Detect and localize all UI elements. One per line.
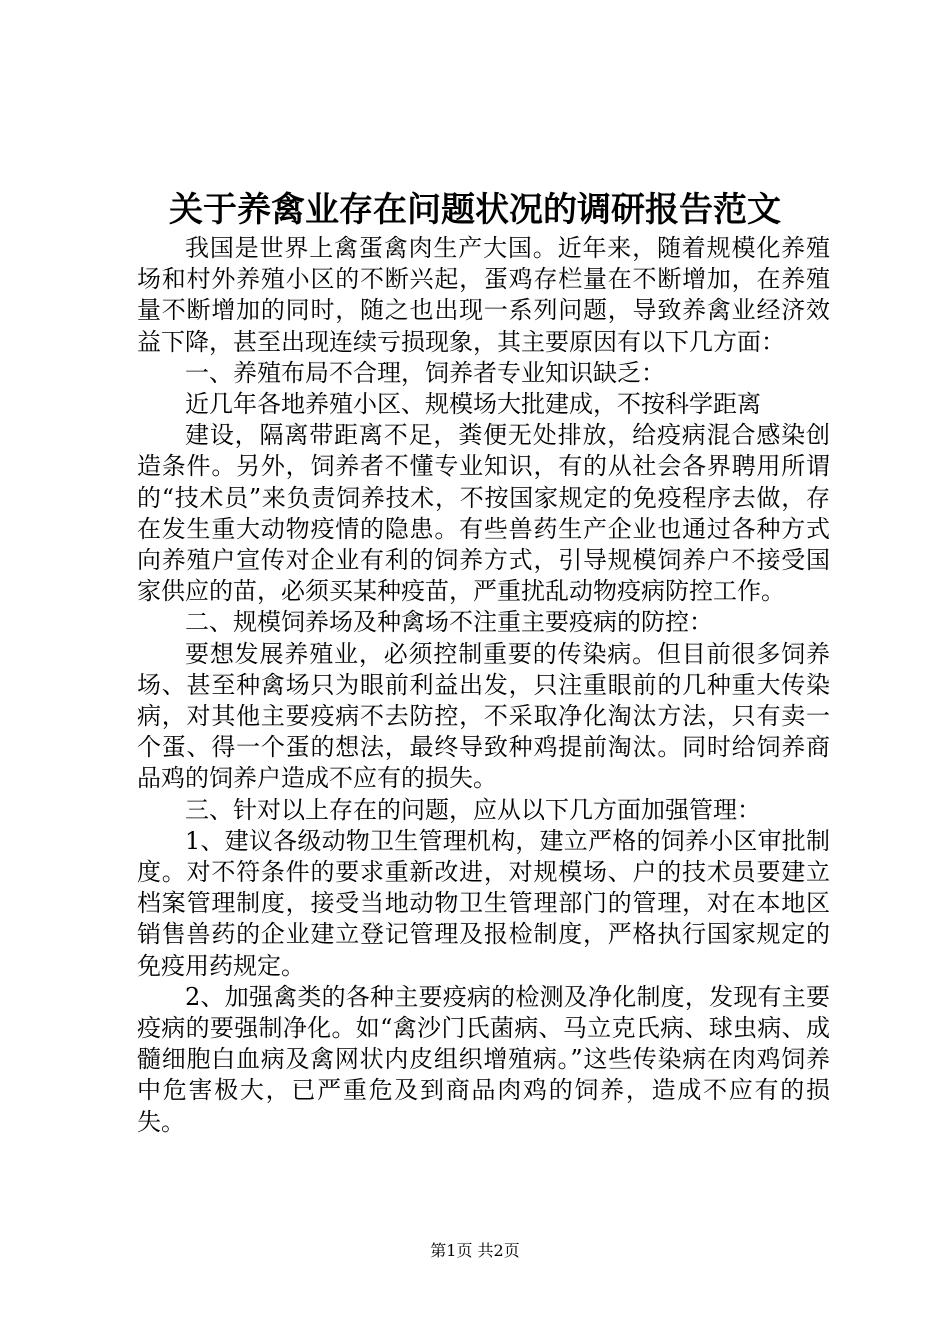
paragraph-intro: 我国是世界上禽蛋禽肉生产大国。近年来，随着规模化养殖场和村外养殖小区的不断兴起，蛋鸡存栏量在不断增加，在养殖量不断增加的同时，随之也出现一系列问题，导致养禽业经济效益下降，甚至出现连续亏损现象，其主要原因有以下几方面： [137, 234, 830, 356]
paragraph-section-1-a: 近几年各地养殖小区、规模场大批建成，不按科学距离 [185, 390, 761, 419]
document-title: 关于养禽业存在问题状况的调研报告范文 [169, 190, 781, 230]
paragraph-section-1-b: 建设，隔离带距离不足，粪便无处排放，给疫病混合感染创造条件。另外，饲养者不懂专业知识，有的从社会各界聘用所谓的“技术员”来负责饲养技术，不按国家规定的免疫程序去做，存在发生重大动物疫情的隐患。有些兽药生产企业也通过各种方式向养殖户宣传对企业有利的饲养方式，引导规模饲养户不接受国家供应的苗，必须买某种疫苗，严重扰乱动物疫病防控工作。 [137, 421, 830, 606]
paragraph-item-1: 1、建议各级动物卫生管理机构，建立严格的饲养小区审批制度。对不符条件的要求重新改进，对规模场、户的技术员要建立档案管理制度，接受当地动物卫生管理部门的管理，对在本地区销售兽药的企业建立登记管理及报检制度，严格执行国家规定的免疫用药规定。 [137, 826, 830, 980]
heading-section-3: 三、针对以上存在的问题，应从以下几方面加强管理： [185, 795, 761, 824]
paragraph-item-2: 2、加强禽类的各种主要疫病的检测及净化制度，发现有主要疫病的要强制净化。如“禽沙门氏菌病、马立克氏病、球虫病、成髓细胞白血病及禽网状内皮组织增殖病。”这些传染病在肉鸡饲养中危害极大，已严重危及到商品肉鸡的饲养，造成不应有的损失。 [137, 982, 830, 1136]
document-body [137, 233, 830, 1138]
paragraph-section-2: 要想发展养殖业，必须控制重要的传染病。但目前很多饲养场、甚至种禽场只为眼前利益出发，只注重眼前的几种重大传染病，对其他主要疫病不去防控，不采取净化淘汰方法，只有卖一个蛋、得一个蛋的想法，最终导致种鸡提前淘汰。同时给饲养商品鸡的饲养户造成不应有的损失。 [137, 639, 830, 793]
heading-section-2: 二、规模饲养场及种禽场不注重主要疫病的防控： [185, 608, 713, 637]
heading-section-1: 一、养殖布局不合理，饲养者专业知识缺乏： [185, 358, 665, 387]
page-footer: 第1页 共2页 [430, 1241, 520, 1260]
